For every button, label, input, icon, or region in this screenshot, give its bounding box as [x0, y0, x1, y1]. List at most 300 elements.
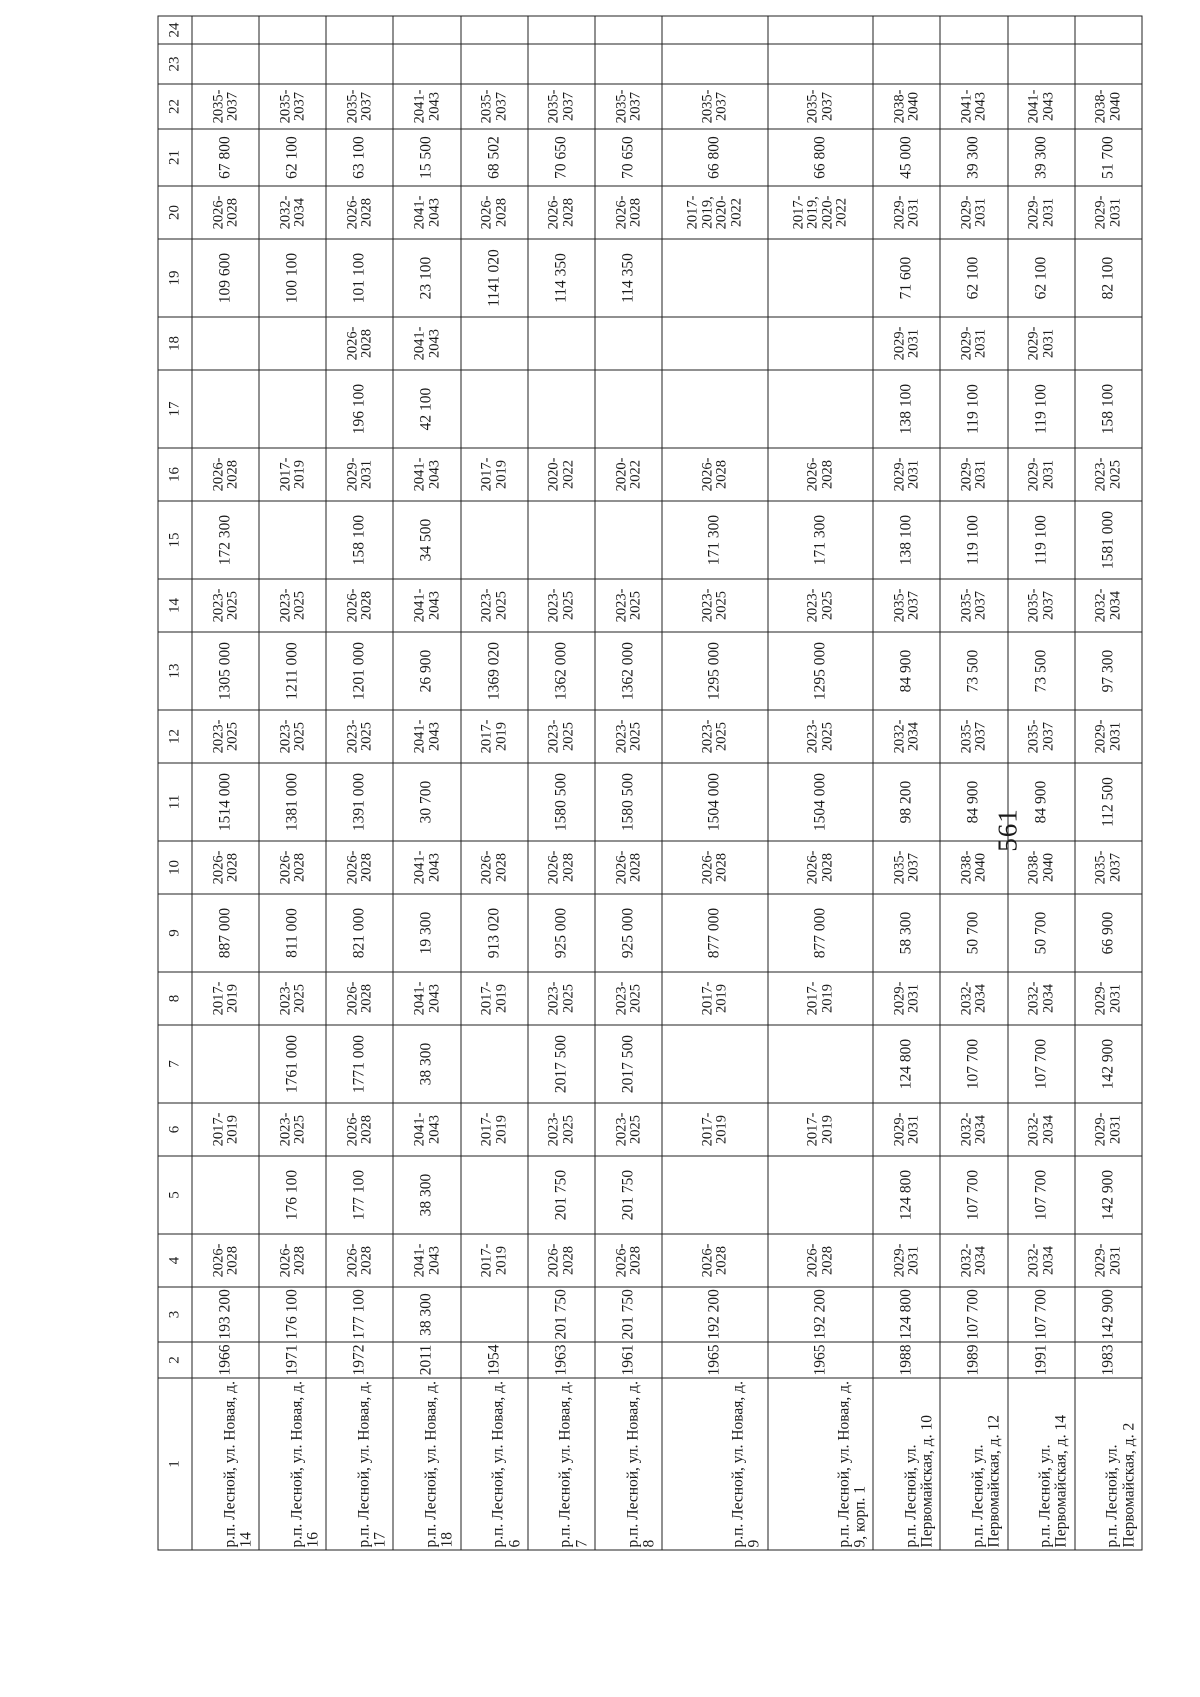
table-cell — [393, 16, 460, 44]
table-row — [595, 16, 662, 1550]
table-cell: 2026-2028 — [768, 841, 874, 894]
column-header-22: 22 — [158, 84, 192, 129]
column-number-row — [158, 16, 192, 1550]
table-cell: 2017-2019 — [662, 1103, 768, 1156]
table-cell: 171 300 — [662, 501, 768, 579]
table-cell: 2035-2037 — [662, 84, 768, 129]
table-cell: 2017-2019, 2020-2022 — [768, 186, 874, 239]
table-cell: 1381 000 — [259, 763, 326, 841]
table-cell: 2026-2028 — [528, 841, 595, 894]
table-cell: 66 800 — [768, 129, 874, 186]
table-cell — [326, 16, 393, 44]
column-header-3: 3 — [158, 1287, 192, 1342]
table-cell — [192, 44, 259, 84]
table-cell: 2011 — [393, 1342, 460, 1378]
table-cell: 196 100 — [326, 370, 393, 448]
table-cell: 2026-2028 — [192, 186, 259, 239]
column-header-15: 15 — [158, 501, 192, 579]
table-cell: 2035-2037 — [528, 84, 595, 129]
table-row — [768, 16, 874, 1550]
table-cell — [662, 1156, 768, 1234]
table-cell: 112 500 — [1075, 763, 1142, 841]
address-cell: р.п. Лесной, ул. Новая, д. 17 — [326, 1378, 393, 1550]
table-cell — [461, 1156, 528, 1234]
table-cell — [259, 370, 326, 448]
table-cell — [461, 317, 528, 370]
table-cell: 1761 000 — [259, 1025, 326, 1103]
table-cell: 107 700 — [940, 1156, 1007, 1234]
table-cell: 2038-2040 — [873, 84, 940, 129]
table-cell: 2026-2028 — [461, 186, 528, 239]
table-cell: 2026-2028 — [259, 1234, 326, 1287]
table-cell: 1965 — [662, 1342, 768, 1378]
table-cell: 2032-2034 — [1008, 1234, 1075, 1287]
table-cell: 26 900 — [393, 632, 460, 710]
data-table — [158, 16, 1143, 1551]
table-cell — [595, 44, 662, 84]
table-cell: 38 300 — [393, 1156, 460, 1234]
table-cell: 1966 — [192, 1342, 259, 1378]
table-cell: 1362 000 — [528, 632, 595, 710]
table-cell: 2035-2037 — [1008, 710, 1075, 763]
table-cell: 2038-2040 — [1008, 841, 1075, 894]
column-header-4: 4 — [158, 1234, 192, 1287]
table-cell: 2032-2034 — [1008, 972, 1075, 1025]
table-cell: 2023-2025 — [662, 579, 768, 632]
table-cell: 2029-2031 — [873, 317, 940, 370]
table-cell: 66 800 — [662, 129, 768, 186]
table-cell: 38 300 — [393, 1025, 460, 1103]
table-cell: 2026-2028 — [768, 1234, 874, 1287]
table-cell — [259, 501, 326, 579]
table-cell: 73 500 — [940, 632, 1007, 710]
table-cell: 2023-2025 — [461, 579, 528, 632]
table-cell: 2041-2043 — [1008, 84, 1075, 129]
table-cell: 1201 000 — [326, 632, 393, 710]
table-cell — [326, 44, 393, 84]
table-cell: 84 900 — [940, 763, 1007, 841]
table-cell — [595, 16, 662, 44]
table-cell — [461, 44, 528, 84]
column-header-17: 17 — [158, 370, 192, 448]
table-cell: 2017-2019 — [768, 1103, 874, 1156]
table-cell: 925 000 — [528, 894, 595, 972]
table-cell: 2035-2037 — [1008, 579, 1075, 632]
table-cell: 2026-2028 — [326, 1234, 393, 1287]
table-cell: 2032-2034 — [1008, 1103, 1075, 1156]
table-cell — [461, 1287, 528, 1342]
table-cell — [528, 16, 595, 44]
table-cell: 2026-2028 — [326, 972, 393, 1025]
table-cell — [768, 44, 874, 84]
table-cell — [528, 370, 595, 448]
table-cell — [1008, 44, 1075, 84]
table-cell: 2026-2028 — [595, 1234, 662, 1287]
table-cell — [662, 370, 768, 448]
table-cell: 2023-2025 — [595, 1103, 662, 1156]
table-cell: 1963 — [528, 1342, 595, 1378]
table-cell: 2017-2019 — [461, 1234, 528, 1287]
table-cell — [259, 44, 326, 84]
table-cell: 2023-2025 — [259, 579, 326, 632]
table-cell: 73 500 — [1008, 632, 1075, 710]
table-cell — [461, 1025, 528, 1103]
table-cell: 2023-2025 — [326, 710, 393, 763]
table-cell: 19 300 — [393, 894, 460, 972]
table-cell: 171 300 — [768, 501, 874, 579]
table-cell: 2035-2037 — [326, 84, 393, 129]
table-cell — [595, 317, 662, 370]
table-cell: 100 100 — [259, 239, 326, 317]
table-cell: 2017-2019 — [461, 1103, 528, 1156]
table-cell: 62 100 — [259, 129, 326, 186]
table-cell: 2017-2019 — [461, 710, 528, 763]
table-cell — [595, 501, 662, 579]
table-cell: 63 100 — [326, 129, 393, 186]
table-cell — [940, 44, 1007, 84]
table-cell: 84 900 — [873, 632, 940, 710]
column-header-20: 20 — [158, 186, 192, 239]
table-cell: 2029-2031 — [326, 448, 393, 501]
table-cell: 913 020 — [461, 894, 528, 972]
table-row — [528, 16, 595, 1550]
table-cell — [528, 44, 595, 84]
column-header-8: 8 — [158, 972, 192, 1025]
table-cell: 1504 000 — [768, 763, 874, 841]
table-cell: 2029-2031 — [873, 1103, 940, 1156]
table-cell: 58 300 — [873, 894, 940, 972]
table-cell — [461, 763, 528, 841]
table-cell: 2023-2025 — [595, 579, 662, 632]
table-cell: 2026-2028 — [326, 579, 393, 632]
table-cell — [1075, 16, 1142, 44]
table-row — [1075, 16, 1142, 1550]
table-cell: 1391 000 — [326, 763, 393, 841]
table-cell: 2026-2028 — [768, 448, 874, 501]
column-header-10: 10 — [158, 841, 192, 894]
table-cell — [940, 16, 1007, 44]
address-cell: р.п. Лесной, ул. Новая, д. 8 — [595, 1378, 662, 1550]
table-cell: 1580 500 — [595, 763, 662, 841]
table-cell: 1972 — [326, 1342, 393, 1378]
table-cell: 2032-2034 — [940, 1234, 1007, 1287]
table-cell: 138 100 — [873, 501, 940, 579]
table-cell: 15 500 — [393, 129, 460, 186]
table-cell: 1965 — [768, 1342, 874, 1378]
table-cell: 1362 000 — [595, 632, 662, 710]
table-cell: 887 000 — [192, 894, 259, 972]
column-header-18: 18 — [158, 317, 192, 370]
table-cell: 2026-2028 — [326, 1103, 393, 1156]
table-cell — [192, 317, 259, 370]
table-cell: 142 900 — [1075, 1025, 1142, 1103]
table-cell: 67 800 — [192, 129, 259, 186]
table-cell: 2026-2028 — [192, 448, 259, 501]
table-cell: 2023-2025 — [528, 972, 595, 1025]
table-row — [873, 16, 940, 1550]
table-cell: 23 100 — [393, 239, 460, 317]
table-cell: 2035-2037 — [595, 84, 662, 129]
table-cell: 2041-2043 — [940, 84, 1007, 129]
table-cell: 2029-2031 — [1008, 317, 1075, 370]
table-cell: 2026-2028 — [528, 186, 595, 239]
table-cell: 62 100 — [940, 239, 1007, 317]
table-cell: 124 800 — [873, 1025, 940, 1103]
table-cell: 2029-2031 — [873, 186, 940, 239]
table-cell: 119 100 — [940, 501, 1007, 579]
table-cell: 2023-2025 — [595, 710, 662, 763]
table-cell: 119 100 — [1008, 501, 1075, 579]
table-cell: 2026-2028 — [662, 1234, 768, 1287]
table-cell — [259, 16, 326, 44]
table-cell: 1771 000 — [326, 1025, 393, 1103]
table-cell: 192 200 — [768, 1287, 874, 1342]
table-row — [326, 16, 393, 1550]
table-cell: 2017-2019 — [192, 1103, 259, 1156]
table-row — [1008, 16, 1075, 1550]
table-cell: 2026-2028 — [259, 841, 326, 894]
table-cell — [768, 239, 874, 317]
table-cell: 2035-2037 — [259, 84, 326, 129]
table-cell: 71 600 — [873, 239, 940, 317]
table-cell: 2032-2034 — [1075, 579, 1142, 632]
table-cell: 98 200 — [873, 763, 940, 841]
column-header-23: 23 — [158, 44, 192, 84]
table-cell: 192 200 — [662, 1287, 768, 1342]
address-cell: р.п. Лесной, ул. Новая, д. 9 — [662, 1378, 768, 1550]
table-cell: 2020-2022 — [528, 448, 595, 501]
table-cell: 2029-2031 — [1008, 186, 1075, 239]
table-cell: 1295 000 — [768, 632, 874, 710]
table-cell: 2035-2037 — [768, 84, 874, 129]
table-cell — [1008, 16, 1075, 44]
table-cell: 2023-2025 — [259, 710, 326, 763]
table-cell: 2029-2031 — [873, 448, 940, 501]
table-cell: 172 300 — [192, 501, 259, 579]
table-cell — [461, 16, 528, 44]
table-cell: 2023-2025 — [768, 579, 874, 632]
table-cell: 138 100 — [873, 370, 940, 448]
table-cell: 877 000 — [662, 894, 768, 972]
table-cell — [662, 1025, 768, 1103]
table-cell: 2017 500 — [595, 1025, 662, 1103]
table-cell: 1988 — [873, 1342, 940, 1378]
table-cell: 142 900 — [1075, 1156, 1142, 1234]
table-cell — [528, 317, 595, 370]
table-cell: 124 800 — [873, 1156, 940, 1234]
table-cell: 101 100 — [326, 239, 393, 317]
table-cell: 2023-2025 — [595, 972, 662, 1025]
table-cell: 2029-2031 — [940, 317, 1007, 370]
table-cell — [461, 501, 528, 579]
table-cell: 811 000 — [259, 894, 326, 972]
table-cell: 2017-2019 — [259, 448, 326, 501]
column-header-11: 11 — [158, 763, 192, 841]
table-cell: 2035-2037 — [940, 579, 1007, 632]
table-cell — [873, 44, 940, 84]
table-cell: 2029-2031 — [1075, 710, 1142, 763]
table-cell: 2041-2043 — [393, 186, 460, 239]
table-cell — [595, 370, 662, 448]
address-cell: р.п. Лесной, ул. Новая, д. 9, корп. 1 — [768, 1378, 874, 1550]
table-cell: 1989 — [940, 1342, 1007, 1378]
table-cell: 158 100 — [326, 501, 393, 579]
table-cell: 1991 — [1008, 1342, 1075, 1378]
table-cell: 107 700 — [940, 1287, 1007, 1342]
table-cell: 1305 000 — [192, 632, 259, 710]
table-cell: 193 200 — [192, 1287, 259, 1342]
table-cell: 1961 — [595, 1342, 662, 1378]
table-cell: 2017-2019, 2020-2022 — [662, 186, 768, 239]
table-cell: 2041-2043 — [393, 317, 460, 370]
table-cell — [662, 16, 768, 44]
table-cell: 2023-2025 — [259, 1103, 326, 1156]
address-cell: р.п. Лесной, ул. Первомайская, д. 10 — [873, 1378, 940, 1550]
table-cell: 50 700 — [940, 894, 1007, 972]
table-cell — [461, 370, 528, 448]
table-cell: 2026-2028 — [528, 1234, 595, 1287]
table-cell — [768, 1025, 874, 1103]
table-cell: 2032-2034 — [873, 710, 940, 763]
table-cell: 124 800 — [873, 1287, 940, 1342]
table-cell: 2035-2037 — [461, 84, 528, 129]
table-cell: 119 100 — [940, 370, 1007, 448]
table-cell: 2023-2025 — [528, 579, 595, 632]
address-cell: р.п. Лесной, ул. Новая, д. 6 — [461, 1378, 528, 1550]
table-cell: 119 100 — [1008, 370, 1075, 448]
table-cell: 2023-2025 — [192, 710, 259, 763]
address-cell: р.п. Лесной, ул. Новая, д. 18 — [393, 1378, 460, 1550]
table-cell: 30 700 — [393, 763, 460, 841]
table-cell: 39 300 — [1008, 129, 1075, 186]
table-cell: 201 750 — [595, 1156, 662, 1234]
table-cell: 34 500 — [393, 501, 460, 579]
table-cell — [259, 317, 326, 370]
column-header-19: 19 — [158, 239, 192, 317]
table-cell — [873, 16, 940, 44]
table-cell: 2017 500 — [528, 1025, 595, 1103]
table-cell: 114 350 — [595, 239, 662, 317]
table-cell: 2023-2025 — [528, 710, 595, 763]
table-cell: 2026-2028 — [192, 841, 259, 894]
table-cell: 2017-2019 — [461, 448, 528, 501]
table-cell: 177 100 — [326, 1156, 393, 1234]
table-cell: 201 750 — [528, 1287, 595, 1342]
table-cell: 177 100 — [326, 1287, 393, 1342]
table-cell: 2041-2043 — [393, 710, 460, 763]
address-cell: р.п. Лесной, ул. Первомайская, д. 2 — [1075, 1378, 1142, 1550]
table-cell: 2032-2034 — [940, 1103, 1007, 1156]
table-cell: 1504 000 — [662, 763, 768, 841]
table-cell: 176 100 — [259, 1156, 326, 1234]
table-cell: 107 700 — [1008, 1156, 1075, 1234]
table-cell: 2038-2040 — [940, 841, 1007, 894]
table-cell — [662, 317, 768, 370]
table-cell: 2023-2025 — [192, 579, 259, 632]
table-cell: 2017-2019 — [662, 972, 768, 1025]
table-cell: 2041-2043 — [393, 448, 460, 501]
table-cell: 70 650 — [595, 129, 662, 186]
table-row — [662, 16, 768, 1550]
table-cell: 2023-2025 — [768, 710, 874, 763]
table-cell: 2026-2028 — [326, 186, 393, 239]
table-cell: 42 100 — [393, 370, 460, 448]
table-cell: 2023-2025 — [1075, 448, 1142, 501]
table-cell — [192, 16, 259, 44]
table-cell: 62 100 — [1008, 239, 1075, 317]
table-cell: 2017-2019 — [461, 972, 528, 1025]
table-cell: 84 900 — [1008, 763, 1075, 841]
page-number: 561 — [992, 808, 1023, 852]
table-cell: 2035-2037 — [873, 841, 940, 894]
table-cell: 97 300 — [1075, 632, 1142, 710]
column-header-12: 12 — [158, 710, 192, 763]
table-cell — [768, 1156, 874, 1234]
column-header-24: 24 — [158, 16, 192, 44]
table-cell: 142 900 — [1075, 1287, 1142, 1342]
table-cell: 2041-2043 — [393, 579, 460, 632]
table-cell: 1954 — [461, 1342, 528, 1378]
table-cell: 39 300 — [940, 129, 1007, 186]
table-cell: 2017-2019 — [192, 972, 259, 1025]
table-cell — [192, 1156, 259, 1234]
column-header-16: 16 — [158, 448, 192, 501]
table-cell: 2020-2022 — [595, 448, 662, 501]
table-cell — [1075, 317, 1142, 370]
table-cell: 2029-2031 — [1075, 1103, 1142, 1156]
table-cell: 107 700 — [1008, 1025, 1075, 1103]
table-cell: 2035-2037 — [1075, 841, 1142, 894]
table-cell: 2029-2031 — [940, 448, 1007, 501]
table-cell — [768, 370, 874, 448]
column-header-9: 9 — [158, 894, 192, 972]
column-header-13: 13 — [158, 632, 192, 710]
table-cell: 1971 — [259, 1342, 326, 1378]
table-cell: 45 000 — [873, 129, 940, 186]
table-cell: 68 502 — [461, 129, 528, 186]
table-row — [393, 16, 460, 1550]
table-cell: 107 700 — [940, 1025, 1007, 1103]
table-cell: 2017-2019 — [768, 972, 874, 1025]
table-cell — [768, 317, 874, 370]
table-cell: 2026-2028 — [192, 1234, 259, 1287]
table-cell: 1983 — [1075, 1342, 1142, 1378]
table-body — [192, 16, 1142, 1550]
table-cell: 1369 020 — [461, 632, 528, 710]
address-cell: р.п. Лесной, ул. Новая, д. 14 — [192, 1378, 259, 1550]
table-cell: 82 100 — [1075, 239, 1142, 317]
table-cell: 2026-2028 — [595, 841, 662, 894]
column-header-21: 21 — [158, 129, 192, 186]
table-cell — [662, 239, 768, 317]
table-cell: 201 750 — [595, 1287, 662, 1342]
table-cell: 2029-2031 — [940, 186, 1007, 239]
column-header-2: 2 — [158, 1342, 192, 1378]
table-cell: 821 000 — [326, 894, 393, 972]
column-header-1: 1 — [158, 1378, 192, 1550]
table-cell: 2032-2034 — [259, 186, 326, 239]
table-cell: 201 750 — [528, 1156, 595, 1234]
table-cell: 1211 000 — [259, 632, 326, 710]
table-cell: 66 900 — [1075, 894, 1142, 972]
table-cell: 2041-2043 — [393, 972, 460, 1025]
table-cell — [662, 44, 768, 84]
table-row — [940, 16, 1007, 1550]
table-cell: 2026-2028 — [461, 841, 528, 894]
table-cell — [393, 44, 460, 84]
column-header-7: 7 — [158, 1025, 192, 1103]
table-cell: 1514 000 — [192, 763, 259, 841]
